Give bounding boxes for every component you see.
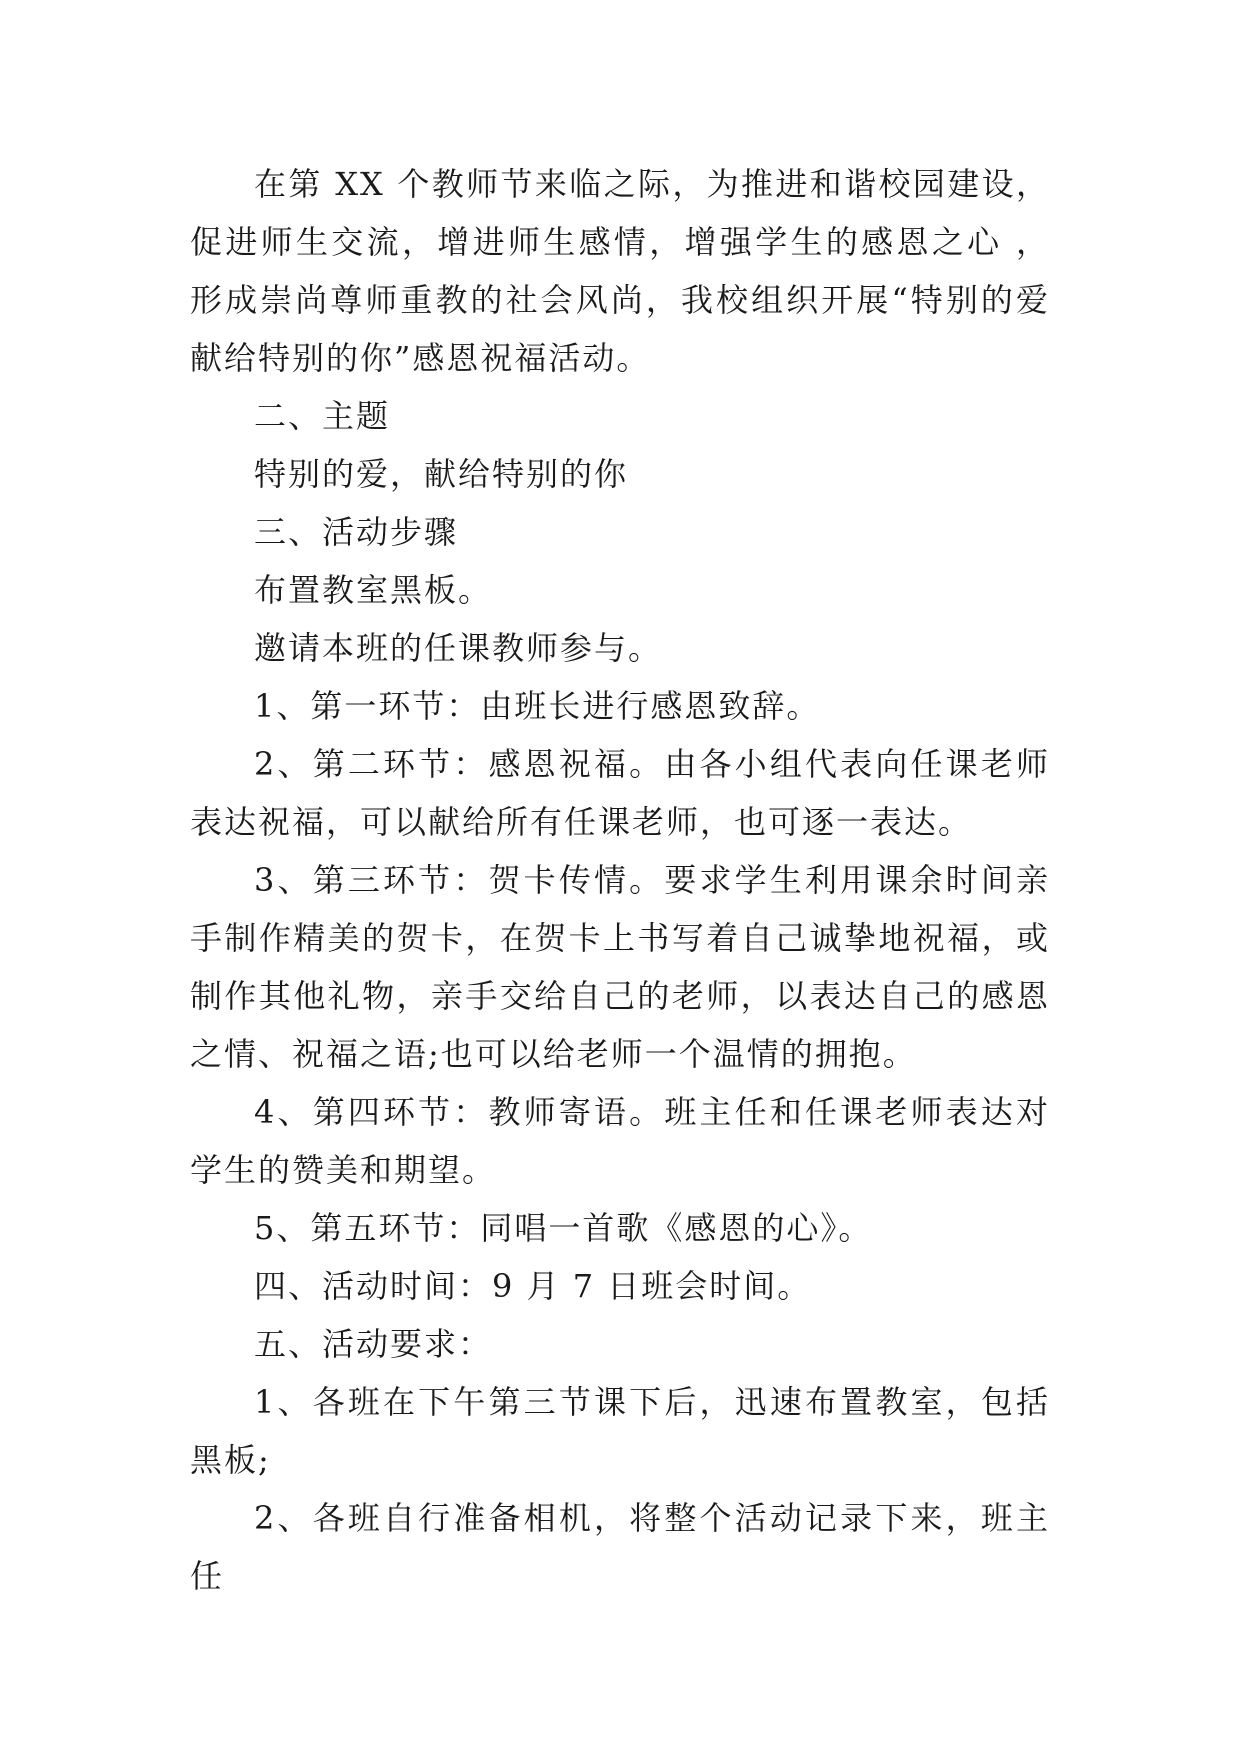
paragraph-step-4: 4、第四环节：教师寄语。班主任和任课老师表达对学生的赞美和期望。 [190,1093,1050,1189]
heading-steps: 三、活动步骤 [254,513,459,551]
paragraph-intro: 在第 XX 个教师节来临之际，为推进和谐校园建设，促进师生交流，增进师生感情，增强学生的感恩之心 ，形成崇尚尊师重教的社会风尚，我校组织开展“特别的爱献给特别的你”感恩祝福活动。 [190,165,1050,377]
paragraph-step-board: 布置教室黑板。 [254,571,493,609]
paragraph-theme: 特别的爱，献给特别的你 [254,455,629,493]
heading-theme: 二、主题 [254,397,391,435]
paragraph-step-1: 1、第一环节：由班长进行感恩致辞。 [254,687,821,725]
paragraph-requirement-1: 1、各班在下午第三节课下后，迅速布置教室，包括黑板; [190,1383,1050,1479]
paragraph-requirement-2: 2、各班自行准备相机，将整个活动记录下来，班主任 [190,1499,1050,1595]
heading-time: 四、活动时间：9 月 7 日班会时间。 [254,1267,812,1305]
heading-requirements: 五、活动要求： [254,1325,493,1363]
document-body [190,155,1050,1605]
paragraph-step-invite: 邀请本班的任课教师参与。 [254,629,663,667]
paragraph-step-2: 2、第二环节：感恩祝福。由各小组代表向任课老师表达祝福，可以献给所有任课老师，也可逐一表达。 [190,745,1050,841]
paragraph-step-5: 5、第五环节：同唱一首歌《感恩的心》。 [254,1209,873,1247]
paragraph-step-3: 3、第三环节：贺卡传情。要求学生利用课余时间亲手制作精美的贺卡，在贺卡上书写着自己诚挚地祝福，或制作其他礼物，亲手交给自己的老师，以表达自己的感恩之情、祝福之语;也可以给老师一个温情的拥抱。 [190,861,1050,1073]
